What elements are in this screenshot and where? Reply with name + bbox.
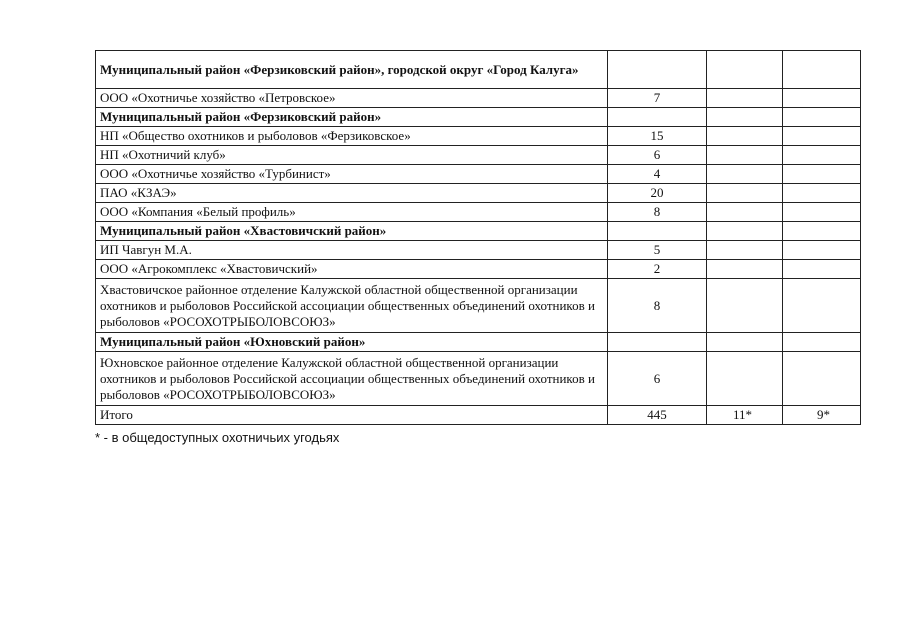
table-row xyxy=(96,279,861,333)
row-name: ИП Чавгун М.А. xyxy=(96,241,608,260)
row-name: Муниципальный район «Ферзиковский район», городской округ «Город Калуга» xyxy=(96,51,608,89)
row-value-1: 8 xyxy=(608,279,707,333)
table-row xyxy=(96,184,861,203)
row-name: ООО «Компания «Белый профиль» xyxy=(96,203,608,222)
row-value-2 xyxy=(707,241,783,260)
row-value-2 xyxy=(707,146,783,165)
row-name: Хвастовичское районное отделение Калужской областной общественной организации охотников и рыболовов Российской ассоциации общественных объединений охотников и рыболовов «РОСОХОТРЫБОЛОВСОЮЗ» xyxy=(96,279,608,333)
row-value-1: 7 xyxy=(608,89,707,108)
row-value-1: 6 xyxy=(608,146,707,165)
row-name: Муниципальный район «Юхновский район» xyxy=(96,333,608,352)
row-value-3 xyxy=(783,51,861,89)
total-label: Итого xyxy=(96,406,608,425)
row-value-2 xyxy=(707,260,783,279)
row-name: ООО «Агрокомплекс «Хвастовичский» xyxy=(96,260,608,279)
total-value-3: 9* xyxy=(783,406,861,425)
row-value-2 xyxy=(707,184,783,203)
row-value-1: 8 xyxy=(608,203,707,222)
total-value-2: 11* xyxy=(707,406,783,425)
table-row xyxy=(96,260,861,279)
row-value-1: 4 xyxy=(608,165,707,184)
table-row xyxy=(96,333,861,352)
row-value-3 xyxy=(783,146,861,165)
row-value-3 xyxy=(783,184,861,203)
table-row xyxy=(96,222,861,241)
row-value-1: 2 xyxy=(608,260,707,279)
row-value-3 xyxy=(783,333,861,352)
row-name: НП «Общество охотников и рыболовов «Ферзиковское» xyxy=(96,127,608,146)
row-value-2 xyxy=(707,279,783,333)
row-name: ООО «Охотничье хозяйство «Петровское» xyxy=(96,89,608,108)
table-row-total xyxy=(96,406,861,425)
row-value-3 xyxy=(783,203,861,222)
row-value-1 xyxy=(608,333,707,352)
row-value-1: 5 xyxy=(608,241,707,260)
row-value-3 xyxy=(783,352,861,406)
table-row xyxy=(96,108,861,127)
table-row xyxy=(96,241,861,260)
table-row xyxy=(96,352,861,406)
row-value-2 xyxy=(707,203,783,222)
row-value-2 xyxy=(707,165,783,184)
row-value-3 xyxy=(783,222,861,241)
row-name: ООО «Охотничье хозяйство «Турбинист» xyxy=(96,165,608,184)
row-value-3 xyxy=(783,89,861,108)
row-value-3 xyxy=(783,279,861,333)
table-row xyxy=(96,89,861,108)
row-value-3 xyxy=(783,108,861,127)
row-value-3 xyxy=(783,165,861,184)
row-value-3 xyxy=(783,127,861,146)
row-value-2 xyxy=(707,89,783,108)
table-row xyxy=(96,165,861,184)
row-value-1: 20 xyxy=(608,184,707,203)
row-value-3 xyxy=(783,260,861,279)
footnote: * - в общедоступных охотничьих угодьях xyxy=(95,430,340,445)
row-name: ПАО «КЗАЭ» xyxy=(96,184,608,203)
table-row xyxy=(96,51,861,89)
table-row xyxy=(96,146,861,165)
row-value-1 xyxy=(608,51,707,89)
row-value-2 xyxy=(707,352,783,406)
table-row xyxy=(96,127,861,146)
row-value-2 xyxy=(707,333,783,352)
row-value-2 xyxy=(707,108,783,127)
table-body xyxy=(96,51,861,425)
row-value-2 xyxy=(707,127,783,146)
row-value-2 xyxy=(707,51,783,89)
row-value-1: 6 xyxy=(608,352,707,406)
row-name: Юхновское районное отделение Калужской областной общественной организации охотников и рыболовов Российской ассоциации общественных объединений охотников и рыболовов «РОСОХОТРЫБОЛОВСОЮЗ» xyxy=(96,352,608,406)
row-value-1 xyxy=(608,108,707,127)
row-value-1 xyxy=(608,222,707,241)
row-name: НП «Охотничий клуб» xyxy=(96,146,608,165)
total-value-1: 445 xyxy=(608,406,707,425)
row-value-3 xyxy=(783,241,861,260)
hunting-farms-table xyxy=(95,50,861,425)
row-name: Муниципальный район «Хвастовичский район» xyxy=(96,222,608,241)
table-row xyxy=(96,203,861,222)
row-name: Муниципальный район «Ферзиковский район» xyxy=(96,108,608,127)
row-value-2 xyxy=(707,222,783,241)
row-value-1: 15 xyxy=(608,127,707,146)
